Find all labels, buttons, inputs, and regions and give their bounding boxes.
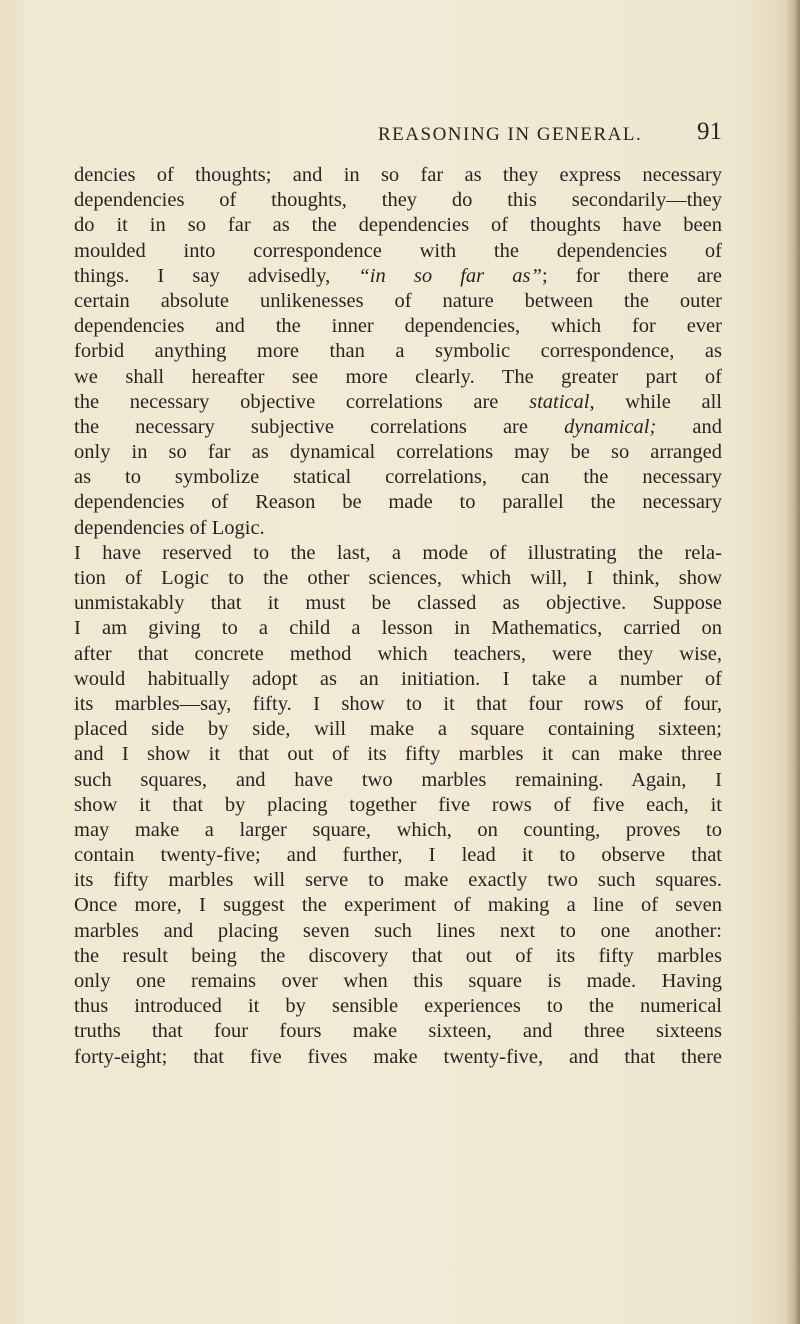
text-line: the necessary subjective correlations are dynamical; and <box>74 415 722 438</box>
text-line: forty-eight; that five fives make twenty-five, and that there <box>74 1045 722 1068</box>
text-line: marbles and placing seven such lines next to one another: <box>74 919 722 942</box>
text-line: things. I say advisedly, “in so far as”; for there are <box>74 264 722 287</box>
text-line: would habitually adopt as an initiation. I take a number of <box>74 667 722 690</box>
text-line: do it in so far as the dependencies of thoughts have been <box>74 214 722 237</box>
text-line: unmistakably that it must be classed as objective. Suppose <box>74 592 722 615</box>
text-line: only one remains over when this square is made. Having <box>74 970 722 992</box>
text-line: contain twenty-five; and further, I lead it to observe that <box>74 844 722 867</box>
text-line: dependencies of thoughts, they do this secondarily—they <box>74 189 722 212</box>
italic-word: dynamical; <box>564 415 657 438</box>
text-line: dencies of thoughts; and in so far as they express necessary <box>74 164 722 186</box>
text-line: the result being the discovery that out of its fifty marbles <box>74 944 722 967</box>
text-line: the necessary objective correlations are statical, while all <box>74 390 722 413</box>
running-head <box>0 118 800 154</box>
text-line: tion of Logic to the other sciences, which will, I think, show <box>74 567 722 589</box>
text-line: dependencies and the inner dependencies, which for ever <box>74 315 722 338</box>
text-line: thus introduced it by sensible experiences to the numerical <box>74 995 722 1018</box>
italic-phrase: “in so far as” <box>358 264 542 287</box>
body-text <box>74 163 722 1070</box>
text-line: moulded into correspondence with the dependencies of <box>74 239 722 262</box>
text-line: forbid anything more than a symbolic correspondence, as <box>74 340 722 363</box>
page-number: 91 <box>697 118 722 145</box>
page-gutter-shadow <box>786 0 800 1324</box>
text-line: certain absolute unlikenesses of nature between the outer <box>74 289 722 312</box>
text-line: placed side by side, will make a square containing sixteen; <box>74 718 722 741</box>
text-line: and I show it that out of its fifty marbles it can make three <box>74 743 722 766</box>
text-line: its marbles—say, fifty. I show to it that four rows of four, <box>74 692 722 715</box>
text-line: may make a larger square, which, on counting, proves to <box>74 818 722 841</box>
running-head-title: REASONING IN GENERAL. <box>378 124 643 145</box>
text-line: after that concrete method which teachers, were they wise, <box>74 642 722 665</box>
text-line: only in so far as dynamical correlations may be so arranged <box>74 441 722 464</box>
paragraph-end-line: dependencies of Logic. <box>74 516 265 539</box>
text-line: dependencies of Reason be made to parallel the necessary <box>74 491 722 514</box>
text-line: show it that by placing together five rows of five each, it <box>74 793 722 816</box>
text-line: such squares, and have two marbles remaining. Again, I <box>74 768 722 791</box>
text-line: I am giving to a child a lesson in Mathematics, carried on <box>74 617 722 640</box>
text-line: truths that four fours make sixteen, and three sixteens <box>74 1020 722 1043</box>
text-line: I have reserved to the last, a mode of illustrating the rela- <box>74 541 722 564</box>
text-line: its fifty marbles will serve to make exactly two such squares. <box>74 869 722 892</box>
text-line: we shall hereafter see more clearly. The greater part of <box>74 365 722 388</box>
text-line: Once more, I suggest the experiment of making a line of seven <box>74 894 722 917</box>
italic-word: statical <box>529 390 590 413</box>
text-line: as to symbolize statical correlations, can the necessary <box>74 466 722 489</box>
